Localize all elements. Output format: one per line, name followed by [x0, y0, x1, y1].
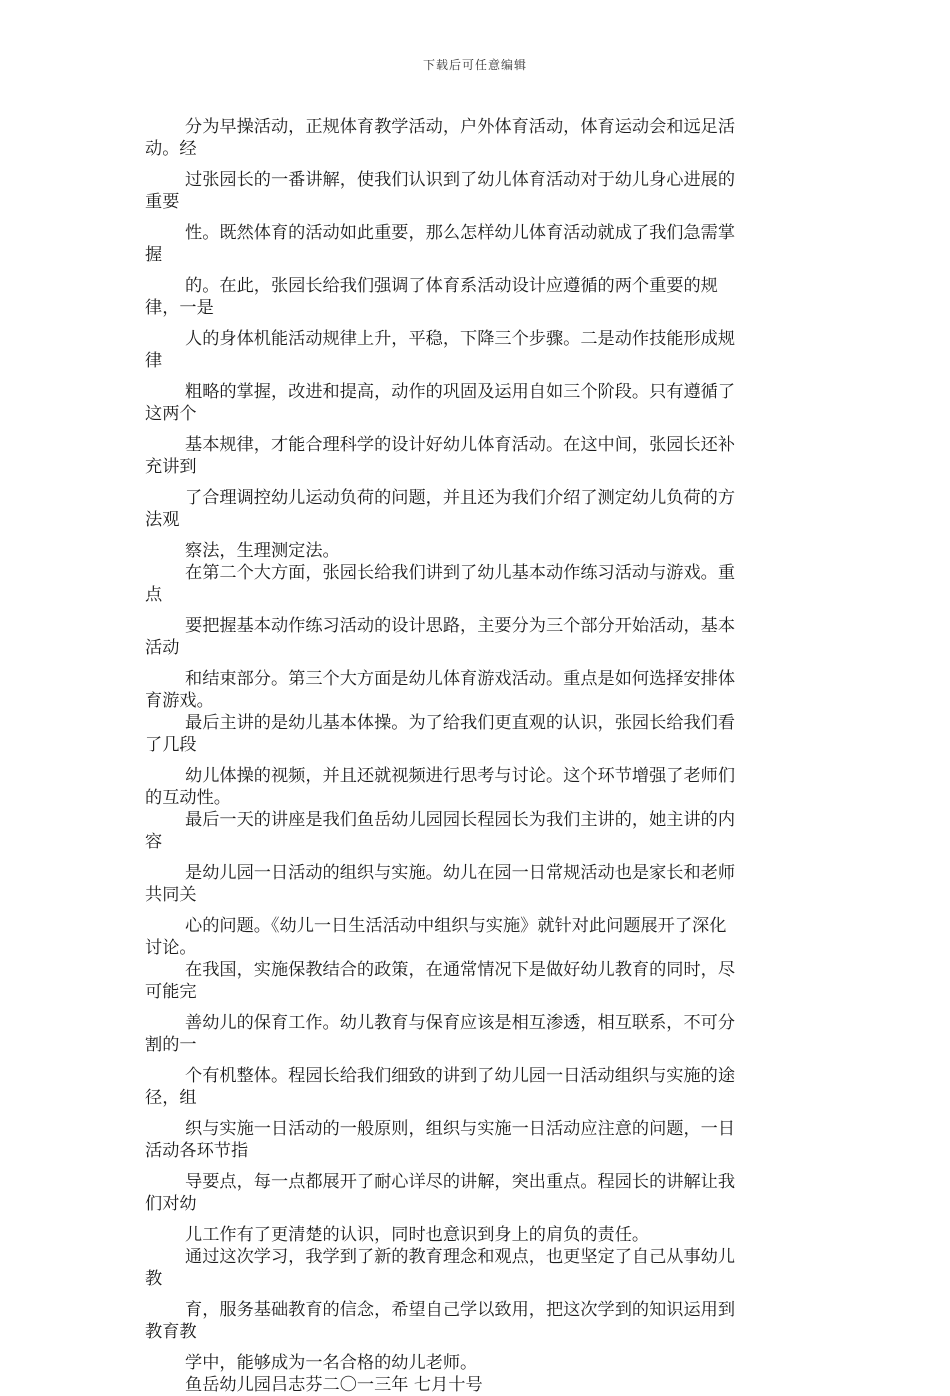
- text-line: 在第二个大方面，张园长给我们讲到了幼儿基本动作练习活动与游戏。重: [185, 563, 736, 583]
- text-line: 活动: [145, 638, 180, 658]
- text-line: 和结束部分。第三个大方面是幼儿体育游戏活动。重点是如何选择安排体: [185, 669, 736, 689]
- text-line: 粗略的掌握，改进和提高，动作的巩固及运用自如三个阶段。只有遵循了: [185, 382, 736, 402]
- page-header: 下载后可任意编辑: [422, 58, 527, 72]
- text-line: 学中，能够成为一名合格的幼儿老师。: [185, 1353, 478, 1373]
- text-line: 通过这次学习，我学到了新的教育理念和观点，也更坚定了自己从事幼儿: [185, 1247, 736, 1267]
- text-line: 们对幼: [145, 1194, 197, 1214]
- text-line: 是幼儿园一日活动的组织与实施。幼儿在园一日常规活动也是家长和老师: [185, 863, 736, 883]
- text-line: 个有机整体。程园长给我们细致的讲到了幼儿园一日活动组织与实施的途: [185, 1066, 736, 1086]
- text-line: 这两个: [145, 404, 197, 424]
- text-line: 了几段: [145, 735, 197, 755]
- text-line: 律: [145, 351, 163, 371]
- text-line: 善幼儿的保育工作。幼儿教育与保育应该是相互渗透，相互联系，不可分: [185, 1013, 736, 1033]
- text-line: 教: [145, 1269, 163, 1289]
- text-line: 分为早操活动，正规体育教学活动，户外体育活动，体育运动会和远足活: [185, 117, 736, 137]
- text-line: 共同关: [145, 885, 197, 905]
- text-line: 察法，生理测定法。: [185, 541, 340, 561]
- text-line: 过张园长的一番讲解，使我们认识到了幼儿体育活动对于幼儿身心进展的: [185, 170, 736, 190]
- text-line: 在我国，实施保教结合的政策，在通常情况下是做好幼儿教育的同时，尽: [185, 960, 736, 980]
- text-line: 割的一: [145, 1035, 197, 1055]
- text-line: 充讲到: [145, 457, 197, 477]
- text-line: 性。既然体育的活动如此重要，那么怎样幼儿体育活动就成了我们急需掌: [185, 223, 736, 243]
- text-line: 径，组: [145, 1088, 197, 1108]
- text-line: 心的问题。《幼儿一日生活活动中组织与实施》就针对此问题展开了深化: [185, 916, 727, 936]
- text-line: 重要: [145, 192, 180, 212]
- text-line: 要把握基本动作练习活动的设计思路，主要分为三个部分开始活动，基本: [185, 616, 736, 636]
- signature-line: 鱼岳幼儿园吕志芬二〇一三年 七月十号: [185, 1375, 483, 1395]
- text-line: 基本规律，才能合理科学的设计好幼儿体育活动。在这中间，张园长还补: [185, 435, 736, 455]
- text-line: 可能完: [145, 982, 197, 1002]
- document-body: [145, 116, 805, 1396]
- text-line: 的。在此，张园长给我们强调了体育系活动设计应遵循的两个重要的规: [185, 276, 718, 296]
- text-line: 动。经: [145, 139, 197, 159]
- text-line: 最后主讲的是幼儿基本体操。为了给我们更直观的认识，张园长给我们看: [185, 713, 736, 733]
- text-line: 讨论。: [145, 938, 197, 958]
- text-line: 导要点，每一点都展开了耐心详尽的讲解，突出重点。程园长的讲解让我: [185, 1172, 736, 1192]
- text-line: 律，一是: [145, 298, 214, 318]
- text-line: 教育教: [145, 1322, 197, 1342]
- text-line: 儿工作有了更清楚的认识，同时也意识到身上的肩负的责任。: [185, 1225, 650, 1245]
- text-line: 育，服务基础教育的信念，希望自己学以致用，把这次学到的知识运用到: [185, 1300, 736, 1320]
- text-line: 最后一天的讲座是我们鱼岳幼儿园园长程园长为我们主讲的，她主讲的内: [185, 810, 736, 830]
- text-line: 握: [145, 245, 163, 265]
- text-line: 幼儿体操的视频，并且还就视频进行思考与讨论。这个环节增强了老师们: [185, 766, 736, 786]
- text-line: 织与实施一日活动的一般原则，组织与实施一日活动应注意的问题，一日: [185, 1119, 736, 1139]
- text-line: 法观: [145, 510, 180, 530]
- text-line: 的互动性。: [145, 788, 231, 808]
- text-line: 活动各环节指: [145, 1141, 249, 1161]
- text-line: 点: [145, 585, 163, 605]
- text-line: 了合理调控幼儿运动负荷的问题，并且还为我们介绍了测定幼儿负荷的方: [185, 488, 736, 508]
- text-line: 人的身体机能活动规律上升，平稳，下降三个步骤。二是动作技能形成规: [185, 329, 736, 349]
- text-line: 育游戏。: [145, 691, 214, 711]
- text-line: 容: [145, 832, 163, 852]
